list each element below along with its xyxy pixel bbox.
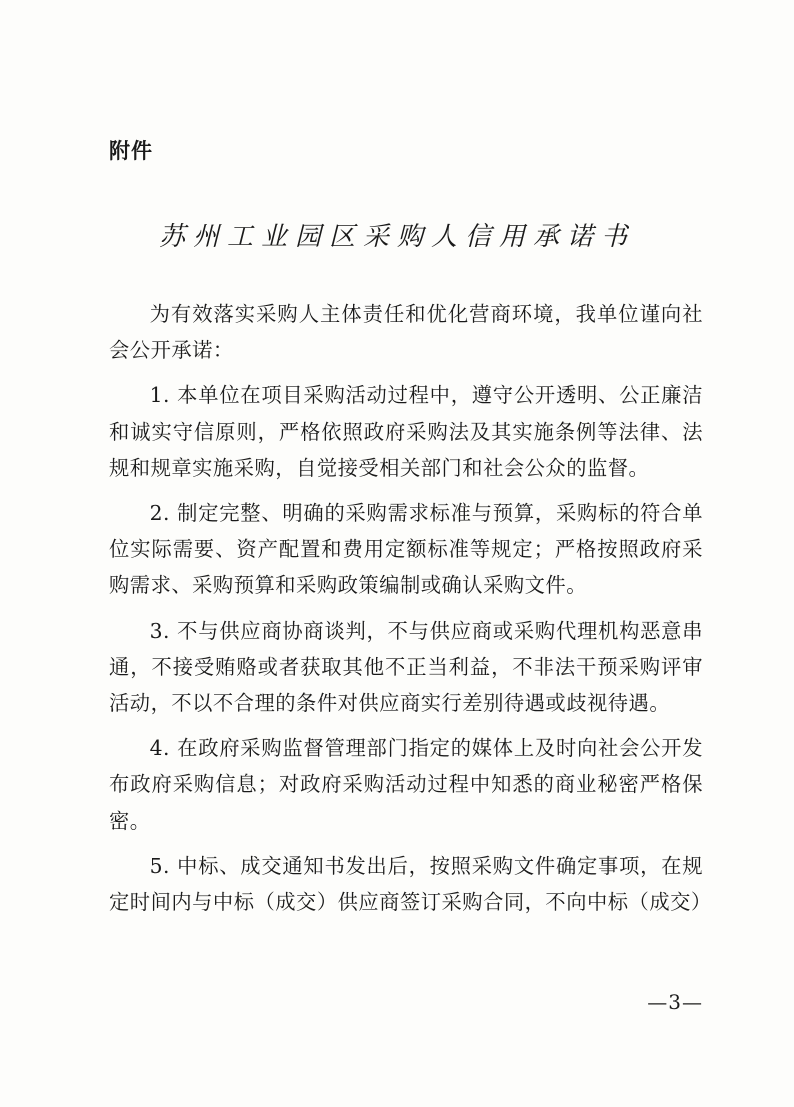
attachment-label: 附件 <box>109 139 153 163</box>
clause-paragraph: 3. 不与供应商协商谈判，不与供应商或采购代理机构恶意串通，不接受贿赂或者获取其他不正当利益，不非法干预采购评审活动，不以不合理的条件对供应商实行差别待遇或歧视待遇。 <box>109 618 703 716</box>
page-number: —3— <box>647 990 703 1014</box>
document-body <box>109 296 712 929</box>
clause-paragraph: 5. 中标、成交通知书发出后，按照采购文件确定事项，在规定时间内与中标（成交）供应商签订采购合同，不向中标（成交） <box>109 853 712 915</box>
clause-paragraph: 2. 制定完整、明确的采购需求标准与预算，采购标的符合单位实际需要、资产配置和费用定额标准等规定；严格按照政府采购需求、采购预算和采购政策编制或确认采购文件。 <box>109 501 703 598</box>
intro-paragraph: 为有效落实采购人主体责任和优化营商环境，我单位谨向社会公开承诺： <box>109 302 703 363</box>
document-title: 苏州工业园区采购人信用承诺书 <box>158 222 635 252</box>
clause-paragraph: 4. 在政府采购监督管理部门指定的媒体上及时向社会公开发布政府采购信息；对政府采购活动过程中知悉的商业秘密严格保密。 <box>109 736 703 833</box>
clause-paragraph: 1. 本单位在项目采购活动过程中，遵守公开透明、公正廉洁和诚实守信原则，严格依照政府采购法及其实施条例等法律、法规和规章实施采购，自觉接受相关部门和社会公众的监督。 <box>109 383 703 480</box>
